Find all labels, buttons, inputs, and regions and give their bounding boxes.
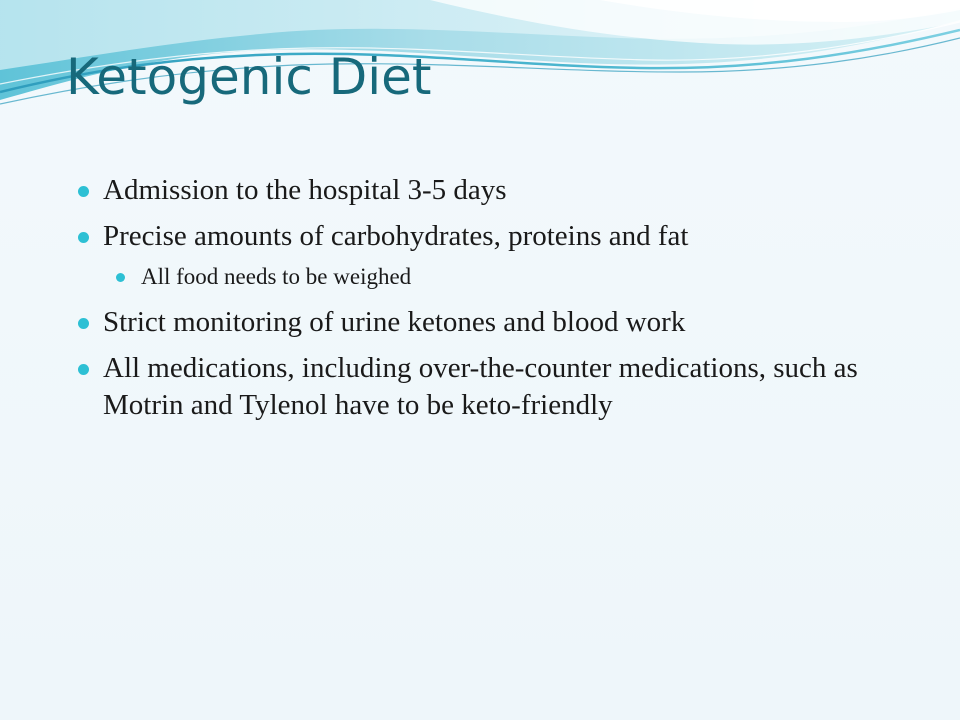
bullet-dot-icon (116, 273, 125, 282)
bullet-item (78, 172, 898, 209)
bullet-dot-icon (78, 318, 89, 329)
bullet-text: Precise amounts of carbohydrates, proteins and fat (103, 220, 689, 252)
slide-title: Ketogenic Diet (66, 48, 432, 106)
bullet-item (78, 350, 898, 424)
bullet-list (78, 172, 898, 433)
bullet-text: Strict monitoring of urine ketones and blood work (103, 306, 686, 338)
bullet-text: All medications, including over-the-counter medications, such as Motrin and Tylenol have to be keto-friendly (103, 352, 858, 421)
sub-bullet-text: All food needs to be weighed (141, 264, 412, 289)
bullet-dot-icon (78, 186, 89, 197)
bullet-item (78, 218, 898, 255)
bullet-dot-icon (78, 232, 89, 243)
bullet-item (78, 304, 898, 341)
bullet-text: Admission to the hospital 3-5 days (103, 174, 507, 206)
bullet-dot-icon (78, 364, 89, 375)
sub-bullet-item (116, 262, 898, 292)
